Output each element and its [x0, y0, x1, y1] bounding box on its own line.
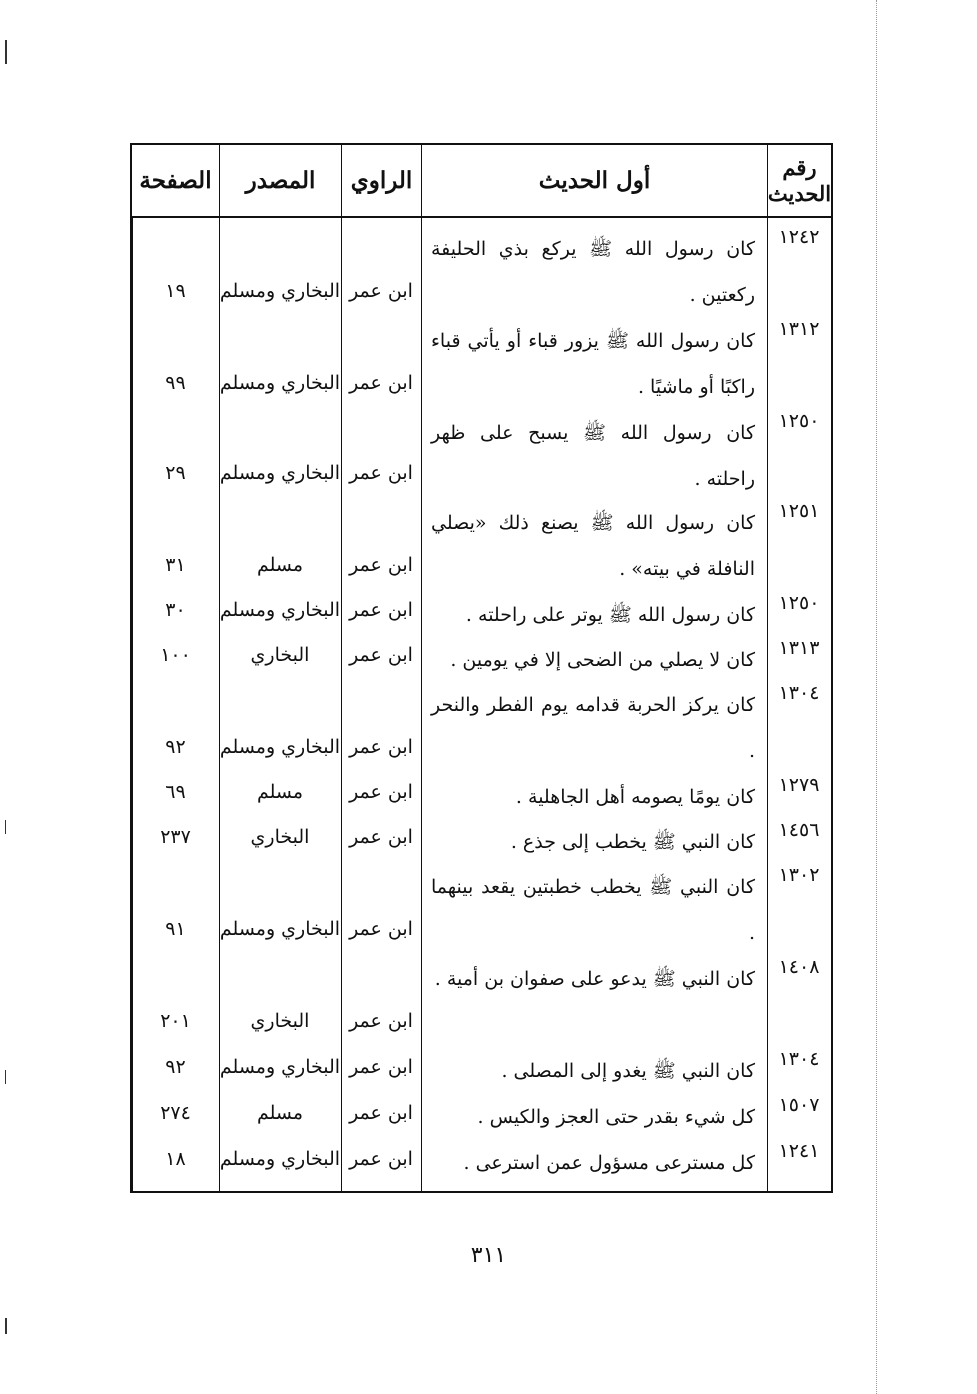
source: البخاري ومسلم [219, 918, 341, 940]
narrator: ابن عمر [349, 462, 413, 484]
source: البخاري ومسلم [219, 736, 341, 758]
hadith-number: ١٤٥٦ [778, 819, 820, 841]
hadith-number: ١٣١٣ [778, 637, 820, 659]
table-row [132, 811, 831, 856]
left-margin-mark-bottom [5, 1318, 7, 1334]
source: البخاري [250, 1010, 310, 1032]
hadith-text: كان رسول الله ﷺ يوتر على راحلته . [465, 604, 755, 626]
hadith-text: كل مسترعى مسؤول عمن استرعى . [463, 1152, 755, 1174]
table-row [132, 492, 831, 584]
hadith-text: كان النبي ﷺ يدعو على صفوان بن أمية . [434, 968, 755, 990]
hadith-index-table [130, 143, 833, 1193]
table-row [132, 948, 831, 1040]
header-hadith-number [767, 145, 831, 216]
hadith-text: كان لا يصلي من الضحى إلا في يومين . [450, 649, 755, 671]
hadith-number: ١٤٠٨ [778, 956, 820, 978]
table-row [132, 218, 831, 310]
source: البخاري ومسلم [219, 1148, 341, 1170]
source: البخاري ومسلم [219, 599, 341, 621]
table-row [132, 856, 831, 948]
table-row [132, 766, 831, 811]
source: البخاري [250, 826, 310, 848]
page-ref: ٢٩ [165, 462, 186, 484]
source: مسلم [256, 554, 304, 576]
hadith-text: كان رسول الله ﷺ يزور قباء أو يأتي قباء راكبًا أو ماشيًا . [431, 330, 755, 398]
table-row [132, 674, 831, 766]
hadith-text: كان رسول الله ﷺ يركع بذي الحليفة ركعتين . [431, 238, 755, 306]
narrator: ابن عمر [349, 1056, 413, 1078]
narrator: ابن عمر [349, 826, 413, 848]
hadith-text: كان النبي ﷺ يغدو إلى المصلى . [501, 1060, 755, 1082]
narrator: ابن عمر [349, 280, 413, 302]
page-ref: ٩١ [165, 918, 186, 940]
table-row [132, 629, 831, 674]
table-row [132, 584, 831, 629]
source: البخاري ومسلم [219, 280, 341, 302]
page-ref: ١٨ [165, 1148, 186, 1170]
narrator: ابن عمر [349, 644, 413, 666]
narrator: ابن عمر [349, 736, 413, 758]
page-number: ٣١١ [470, 1243, 507, 1268]
header-source: المصدر [219, 145, 341, 216]
left-margin-mark-middle [5, 820, 6, 834]
source: البخاري [250, 644, 310, 666]
page-ref: ٩٢ [165, 1056, 186, 1078]
hadith-text: كان رسول الله ﷺ يسبح على ظهر راحلته . [431, 422, 755, 490]
hadith-text: كل شيء بقدر حتى العجز والكيس . [477, 1106, 755, 1128]
page-ref: ١٩ [165, 280, 186, 302]
dotted-page-edge [876, 0, 877, 1394]
narrator: ابن عمر [349, 918, 413, 940]
narrator: ابن عمر [349, 1148, 413, 1170]
page-ref: ١٠٠ [160, 644, 191, 666]
source: البخاري ومسلم [219, 372, 341, 394]
source: البخاري ومسلم [219, 1056, 341, 1078]
table-row [132, 310, 831, 402]
hadith-number: ١٥٠٧ [778, 1094, 820, 1116]
hadith-number: ١٢٤٢ [778, 226, 820, 248]
source: مسلم [256, 1102, 304, 1124]
left-margin-mark-lower [5, 1070, 6, 1084]
page-ref: ٩٢ [165, 736, 186, 758]
page-ref: ٣٠ [165, 599, 186, 621]
page-ref: ٢٧٤ [160, 1102, 191, 1124]
hadith-number: ١٣٠٤ [778, 1048, 820, 1070]
hadith-text: كان يومًا يصومه أهل الجاهلية . [515, 786, 755, 808]
hadith-text: كان النبي ﷺ يخطب إلى جذع . [510, 831, 755, 853]
header-hadith-number-line2: الحديث [767, 180, 832, 206]
hadith-number: ١٣١٢ [778, 318, 820, 340]
narrator: ابن عمر [349, 1102, 413, 1124]
narrator: ابن عمر [349, 599, 413, 621]
header-hadith-number-line1: رقم [782, 154, 817, 180]
hadith-text: كان النبي ﷺ يخطب خطبتين يقعد بينهما . [431, 876, 755, 944]
hadith-number: ١٢٥٠ [778, 410, 820, 432]
page-ref: ٣١ [165, 554, 186, 576]
hadith-number: ١٢٧٩ [778, 774, 820, 796]
hadith-number: ١٢٤١ [778, 1140, 820, 1162]
table-row [132, 402, 831, 492]
table-row [132, 1132, 831, 1178]
left-margin-mark-top [5, 40, 7, 64]
table-row [132, 1040, 831, 1086]
narrator: ابن عمر [349, 1010, 413, 1032]
header-hadith-start: أول الحديث [421, 145, 767, 216]
hadith-number: ١٢٥٠ [778, 592, 820, 614]
table-row [132, 1086, 831, 1132]
hadith-number: ١٣٠٢ [778, 864, 820, 886]
header-page: الصفحة [139, 167, 212, 194]
header-narrator: الراوي [341, 145, 421, 216]
hadith-text: كان رسول الله ﷺ يصنع ذلك «يصلي النافلة في بيته» . [431, 512, 755, 580]
hadith-text: كان يركز الحربة قدامه يوم الفطر والنحر . [431, 694, 755, 762]
narrator: ابن عمر [349, 554, 413, 576]
source: البخاري ومسلم [219, 462, 341, 484]
hadith-number: ١٢٥١ [778, 500, 820, 522]
source: مسلم [256, 781, 304, 803]
page-ref: ٩٩ [165, 372, 186, 394]
page-ref: ٦٩ [165, 781, 186, 803]
table-rows [132, 218, 831, 1191]
page-ref: ٢٣٧ [160, 826, 191, 848]
hadith-number: ١٣٠٤ [778, 682, 820, 704]
table-header [132, 145, 831, 218]
narrator: ابن عمر [349, 781, 413, 803]
page-ref: ٢٠١ [160, 1010, 191, 1032]
table-body [132, 218, 831, 1191]
narrator: ابن عمر [349, 372, 413, 394]
